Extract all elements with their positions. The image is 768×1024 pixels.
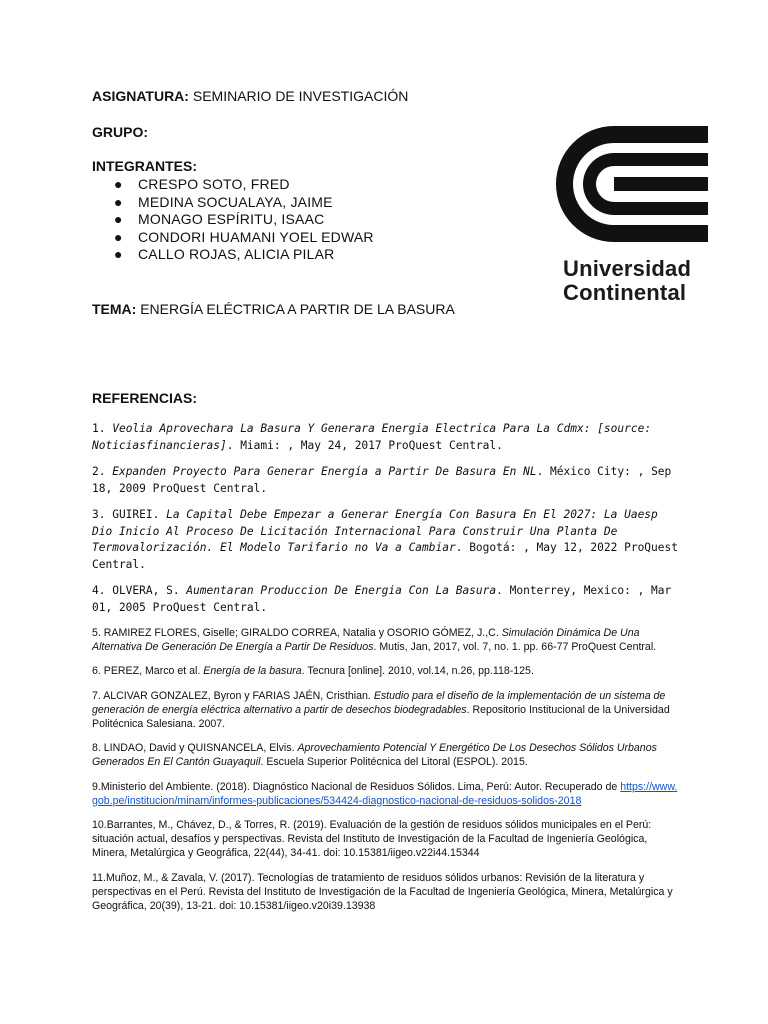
bullet-icon: ●	[114, 176, 123, 192]
member-name: MEDINA SOCUALAYA, JAIME	[138, 193, 333, 210]
integrantes-label: INTEGRANTES:	[92, 158, 197, 174]
references-heading: REFERENCIAS:	[92, 390, 198, 406]
bullet-icon: ●	[114, 193, 123, 210]
asignatura-value: SEMINARIO DE INVESTIGACIÓN	[192, 88, 409, 104]
asignatura-line	[92, 87, 408, 105]
member-item	[114, 229, 374, 247]
reference-item: 8. LINDAO, David y QUISNANCELA, Elvis. Aprovechamiento Potencial Y Energético De Los Desechos Sólidos Urbanos Generados En El Cantón Guayaquil. Escuela Superior Politécnica del Litoral (ESPOL). 2015.	[92, 742, 657, 769]
logo-line-2: Continental	[563, 280, 687, 305]
member-name: CONDORI HUAMANI YOEL EDWAR	[138, 228, 374, 245]
tema-line	[92, 300, 455, 318]
reference-link[interactable]: https://www.gob.pe/institucion/minam/informes-publicaciones/534424-diagnostico-nacional-de-residuos-solidos-2018	[92, 780, 678, 807]
asignatura-label: ASIGNATURA:	[92, 88, 189, 104]
logo-emblem-icon	[556, 126, 708, 248]
reference-item: 7. ALCIVAR GONZALEZ, Byron y FARIAS JAÉN, Cristhian. Estudio para el diseño de la implementación de un sistema de generación de energía eléctrica alternativo a partir de desechos biodegradables. Repositorio Institucional de la Universidad Politécnica Salesiana. 2007.	[92, 689, 670, 731]
grupo-line	[92, 123, 148, 141]
member-item	[114, 194, 374, 212]
reference-item: 3. GUIREI. La Capital Debe Empezar a Generar Energía Con Basura En El 2027: La Uaesp Dio Inicio Al Proceso De Licitación Internacional Para Construir Una Planta De Termovalorización. El Modelo Tarifario no Va a Cambiar. Bogotá: , May 12, 2022 ProQuest Central.	[92, 508, 678, 571]
logo-line-1: Universidad	[563, 256, 692, 281]
member-item	[114, 176, 374, 194]
references-list	[92, 421, 682, 923]
tema-label: TEMA:	[92, 301, 137, 317]
reference-item: 6. PEREZ, Marco et al. Energía de la basura. Tecnura [online]. 2010, vol.14, n.26, pp.118-125.	[92, 665, 534, 678]
integrantes-line	[92, 157, 197, 175]
grupo-label: GRUPO:	[92, 124, 148, 140]
bullet-icon: ●	[114, 246, 123, 262]
reference-item: 1. Veolia Aprovechara La Basura Y Generara Energia Electrica Para La Cdmx: [source: Noticiasfinancieras]. Miami: , May 24, 2017 ProQuest Central.	[92, 422, 652, 452]
reference-item: 2. Expanden Proyecto Para Generar Energía a Partir De Basura En NL. México City: , Sep 18, 2009 ProQuest Central.	[92, 465, 672, 495]
member-name: CRESPO SOTO, FRED	[138, 176, 290, 192]
reference-item: 9.Ministerio del Ambiente. (2018). Diagnóstico Nacional de Residuos Sólidos. Lima, Perú: Autor. Recuperado de https://www.gob.pe/institucion/minam/informes-publicaciones/534424-diagnostico-nacional-de-residuos-solidos-2018	[92, 780, 678, 807]
reference-item: 4. OLVERA, S. Aumentaran Produccion De Energia Con La Basura. Monterrey, Mexico: , Mar 01, 2005 ProQuest Central.	[92, 584, 672, 614]
members-list	[114, 176, 374, 264]
bullet-icon: ●	[114, 228, 123, 245]
member-item	[114, 246, 374, 264]
reference-item: 11.Muñoz, M., & Zavala, V. (2017). Tecnologías de tratamiento de residuos sólidos urbanos: Revisión de la literatura y perspectivas en el Perú. Revista del Instituto de Investigación de la Facultad de Ingeniería Geológica, Minera, Metalúrgica y Geográfica, 20(39), 13-21. doi: 10.15381/iigeo.v20i39.13938	[92, 871, 673, 913]
reference-item: 5. RAMIREZ FLORES, Giselle; GIRALDO CORREA, Natalia y OSORIO GÓMEZ, J.,C. Simulación Dinámica De Una Alternativa De Generación De Energía a Partir De Residuos. Mutis, Jan, 2017, vol. 7, no. 1. pp. 66-77 ProQuest Central.	[92, 627, 657, 654]
member-name: CALLO ROJAS, ALICIA PILAR	[138, 246, 335, 262]
member-name: MONAGO ESPÍRITU, ISAAC	[138, 211, 325, 227]
university-logo-icon	[556, 126, 708, 248]
member-item	[114, 211, 374, 229]
bullet-icon: ●	[114, 211, 123, 227]
reference-item: 10.Barrantes, M., Chávez, D., & Torres, R. (2019). Evaluación de la gestión de residuos sólidos municipales en el Perú: situación actual, desafíos y perspectivas. Revista del Instituto de Investigación de la Facultad de Ingeniería Geológica, Minera, Metalúrgica y Geográfica, 22(44), 34-41. doi: 10.15381/iigeo.v22i44.15344	[92, 819, 652, 860]
tema-value: ENERGÍA ELÉCTRICA A PARTIR DE LA BASURA	[140, 301, 455, 317]
logo-wordmark	[563, 257, 691, 305]
